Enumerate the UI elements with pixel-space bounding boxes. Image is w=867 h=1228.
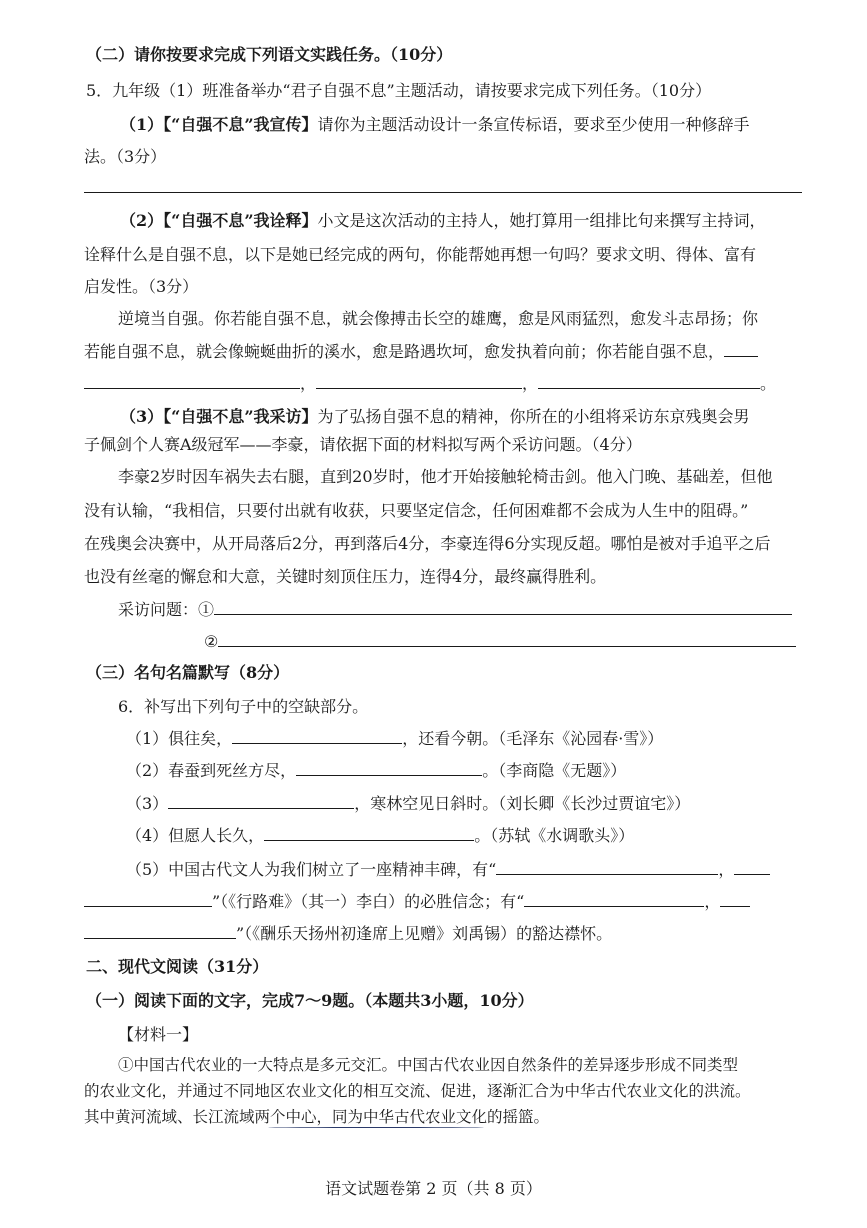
q5-sub1-text: 请你为主题活动设计一条宣传标语，要求至少使用一种修辞手 xyxy=(317,115,750,134)
q6-line-2 xyxy=(126,759,626,782)
q6-line-5 xyxy=(126,858,770,881)
q5-sub3 xyxy=(120,406,750,428)
poem-blank-5a[interactable] xyxy=(496,858,718,875)
poem-blank-5f[interactable] xyxy=(84,922,236,939)
q5-sub2 xyxy=(120,210,766,232)
q5-sub2-para-b-text: 若能自强不息，就会像蜿蜒曲折的溪水，愈是路遇坎坷，愈发执着向前；你若能自强不息， xyxy=(84,342,725,361)
parallel-answer-blank-2[interactable] xyxy=(84,372,300,389)
q5-sub3-text-b: 子佩剑个人赛A级冠军——李豪，请依据下面的材料拟写两个采访问题。（4分） xyxy=(84,435,642,454)
interview-label: 采访问题：① xyxy=(118,600,215,619)
poem-blank-5d[interactable] xyxy=(524,890,704,907)
material-1-line-c: 其中黄河流域、长江流域两个中心，同为中华古代农业文化的摇篮。 xyxy=(84,1108,550,1126)
q5-sub3-material-c: 在残奥会决赛中，从开局落后2分，再到落后4分，李豪连得6分实现反超。哪怕是被对手追平之后 xyxy=(84,534,771,553)
interview-question-2 xyxy=(204,630,796,653)
q5-sub1-title: （1）【“自强不息”我宣传】 xyxy=(120,115,318,134)
q6-l2-prefix: （2）春蚕到死丝方尽， xyxy=(126,761,297,780)
poem-blank-4[interactable] xyxy=(264,824,474,841)
section-2-header: （二）请你按要求完成下列语文实践任务。（10分） xyxy=(86,45,453,64)
q6-stem: 6．补写出下列句子中的空缺部分。 xyxy=(118,697,369,716)
poem-blank-5b[interactable] xyxy=(734,858,770,875)
parallel-answer-blank-1[interactable] xyxy=(724,340,758,357)
comma: ， xyxy=(718,860,735,879)
q5-stem: 5．九年级（1）班准备举办“君子自强不息”主题活动，请按要求完成下列任务。（10分） xyxy=(86,81,712,100)
q6-l2-suffix: 。（李商隐《无题》） xyxy=(482,761,627,780)
q5-sub2-title: （2）【“自强不息”我诠释】 xyxy=(120,211,318,230)
slogan-answer-line[interactable] xyxy=(84,192,802,193)
comma: ， xyxy=(522,374,539,393)
q6-l4-prefix: （4）但愿人长久， xyxy=(126,826,265,845)
part-2-header: 二、现代文阅读（31分） xyxy=(86,957,269,976)
interview-question-1 xyxy=(118,598,792,621)
q6-line-4 xyxy=(126,824,634,847)
q6-l5-mid: ”（《行路难》（其一）李白）的必胜信念；有“ xyxy=(212,892,525,911)
q5-sub1 xyxy=(120,114,750,136)
parallel-answer-blank-3[interactable] xyxy=(316,372,522,389)
q6-l3-suffix: ，寒林空见日斜时。（刘长卿《长沙过贾谊宅》） xyxy=(354,794,691,813)
q6-l4-suffix: 。（苏轼《水调歌头》） xyxy=(474,826,635,845)
poem-blank-2[interactable] xyxy=(296,759,482,776)
q5-sub3-material-b: 没有认输，“我相信，只要付出就有收获，只要坚定信念，任何困难都不会成为人生中的阻碍。” xyxy=(84,501,749,520)
parallel-answer-blank-4[interactable] xyxy=(538,372,760,389)
poem-blank-5c[interactable] xyxy=(84,890,212,907)
q5-sub3-title: （3）【“自强不息”我采访】 xyxy=(120,407,318,426)
q6-line-3 xyxy=(126,792,690,815)
handwritten-underline xyxy=(268,1127,484,1128)
q5-sub2-para-b xyxy=(84,340,758,363)
part-2-subheader: （一）阅读下面的文字，完成7～9题。（本题共3小题，10分） xyxy=(86,991,534,1010)
comma: ， xyxy=(300,374,317,393)
q5-sub3-text: 为了弘扬自强不息的精神，你所在的小组将采访东京残奥会男 xyxy=(317,407,750,426)
q5-sub2-text: 小文是这次活动的主持人，她打算用一组排比句来撰写主持词， xyxy=(317,211,766,230)
material-1-label: 【材料一】 xyxy=(118,1025,199,1044)
q5-sub2-text-b: 诠释什么是自强不息，以下是她已经完成的两句，你能帮她再想一句吗？要求文明、得体、富有 xyxy=(84,245,757,264)
period: 。 xyxy=(760,374,777,393)
q5-sub3-material-a: 李豪2岁时因车祸失去右腿，直到20岁时，他才开始接触轮椅击剑。他入门晚、基础差，但他 xyxy=(118,467,773,486)
q6-l1-prefix: （1）俱往矣， xyxy=(126,729,233,748)
q6-l5-prefix: （5）中国古代文人为我们树立了一座精神丰碑，有“ xyxy=(126,860,497,879)
q5-sub2-answer-row xyxy=(84,372,776,395)
q6-line-1 xyxy=(126,727,663,750)
material-1-line-a: ①中国古代农业的一大特点是多元交汇。中国古代农业因自然条件的差异逐步形成不同类型 xyxy=(118,1056,739,1074)
section-3-header: （三）名句名篇默写（8分） xyxy=(86,663,290,682)
q6-l5-suffix: ”（《酬乐天扬州初逢席上见赠》刘禹锡）的豁达襟怀。 xyxy=(236,924,613,943)
material-1-line-b: 的农业文化，并通过不同地区农业文化的相互交流、促进，逐渐汇合为中华古代农业文化的洪流。 xyxy=(84,1082,751,1100)
interview-answer-blank-2[interactable] xyxy=(218,630,796,647)
page-footer: 语文试题卷第 2 页（共 8 页） xyxy=(325,1179,542,1198)
poem-blank-5e[interactable] xyxy=(720,890,750,907)
interview-number-2: ② xyxy=(204,632,219,651)
q5-sub2-text-c: 启发性。（3分） xyxy=(84,277,199,296)
poem-blank-1[interactable] xyxy=(232,727,402,744)
interview-answer-blank-1[interactable] xyxy=(214,598,792,615)
poem-blank-3[interactable] xyxy=(168,792,354,809)
q6-l1-suffix: ，还看今朝。（毛泽东《沁园春·雪》） xyxy=(402,729,664,748)
q5-sub1-text-cont: 法。（3分） xyxy=(84,147,167,166)
q5-sub2-para-a: 逆境当自强。你若能自强不息，就会像搏击长空的雄鹰，愈是风雨猛烈，愈发斗志昂扬；你 xyxy=(118,309,759,328)
q6-line-5-cont xyxy=(84,890,750,913)
q6-line-5-end xyxy=(84,922,612,945)
q6-l3-prefix: （3） xyxy=(126,794,169,813)
q5-sub3-material-d: 也没有丝毫的懈怠和大意，关键时刻顶住压力，连得4分，最终赢得胜利。 xyxy=(84,567,607,586)
comma: ， xyxy=(704,892,721,911)
